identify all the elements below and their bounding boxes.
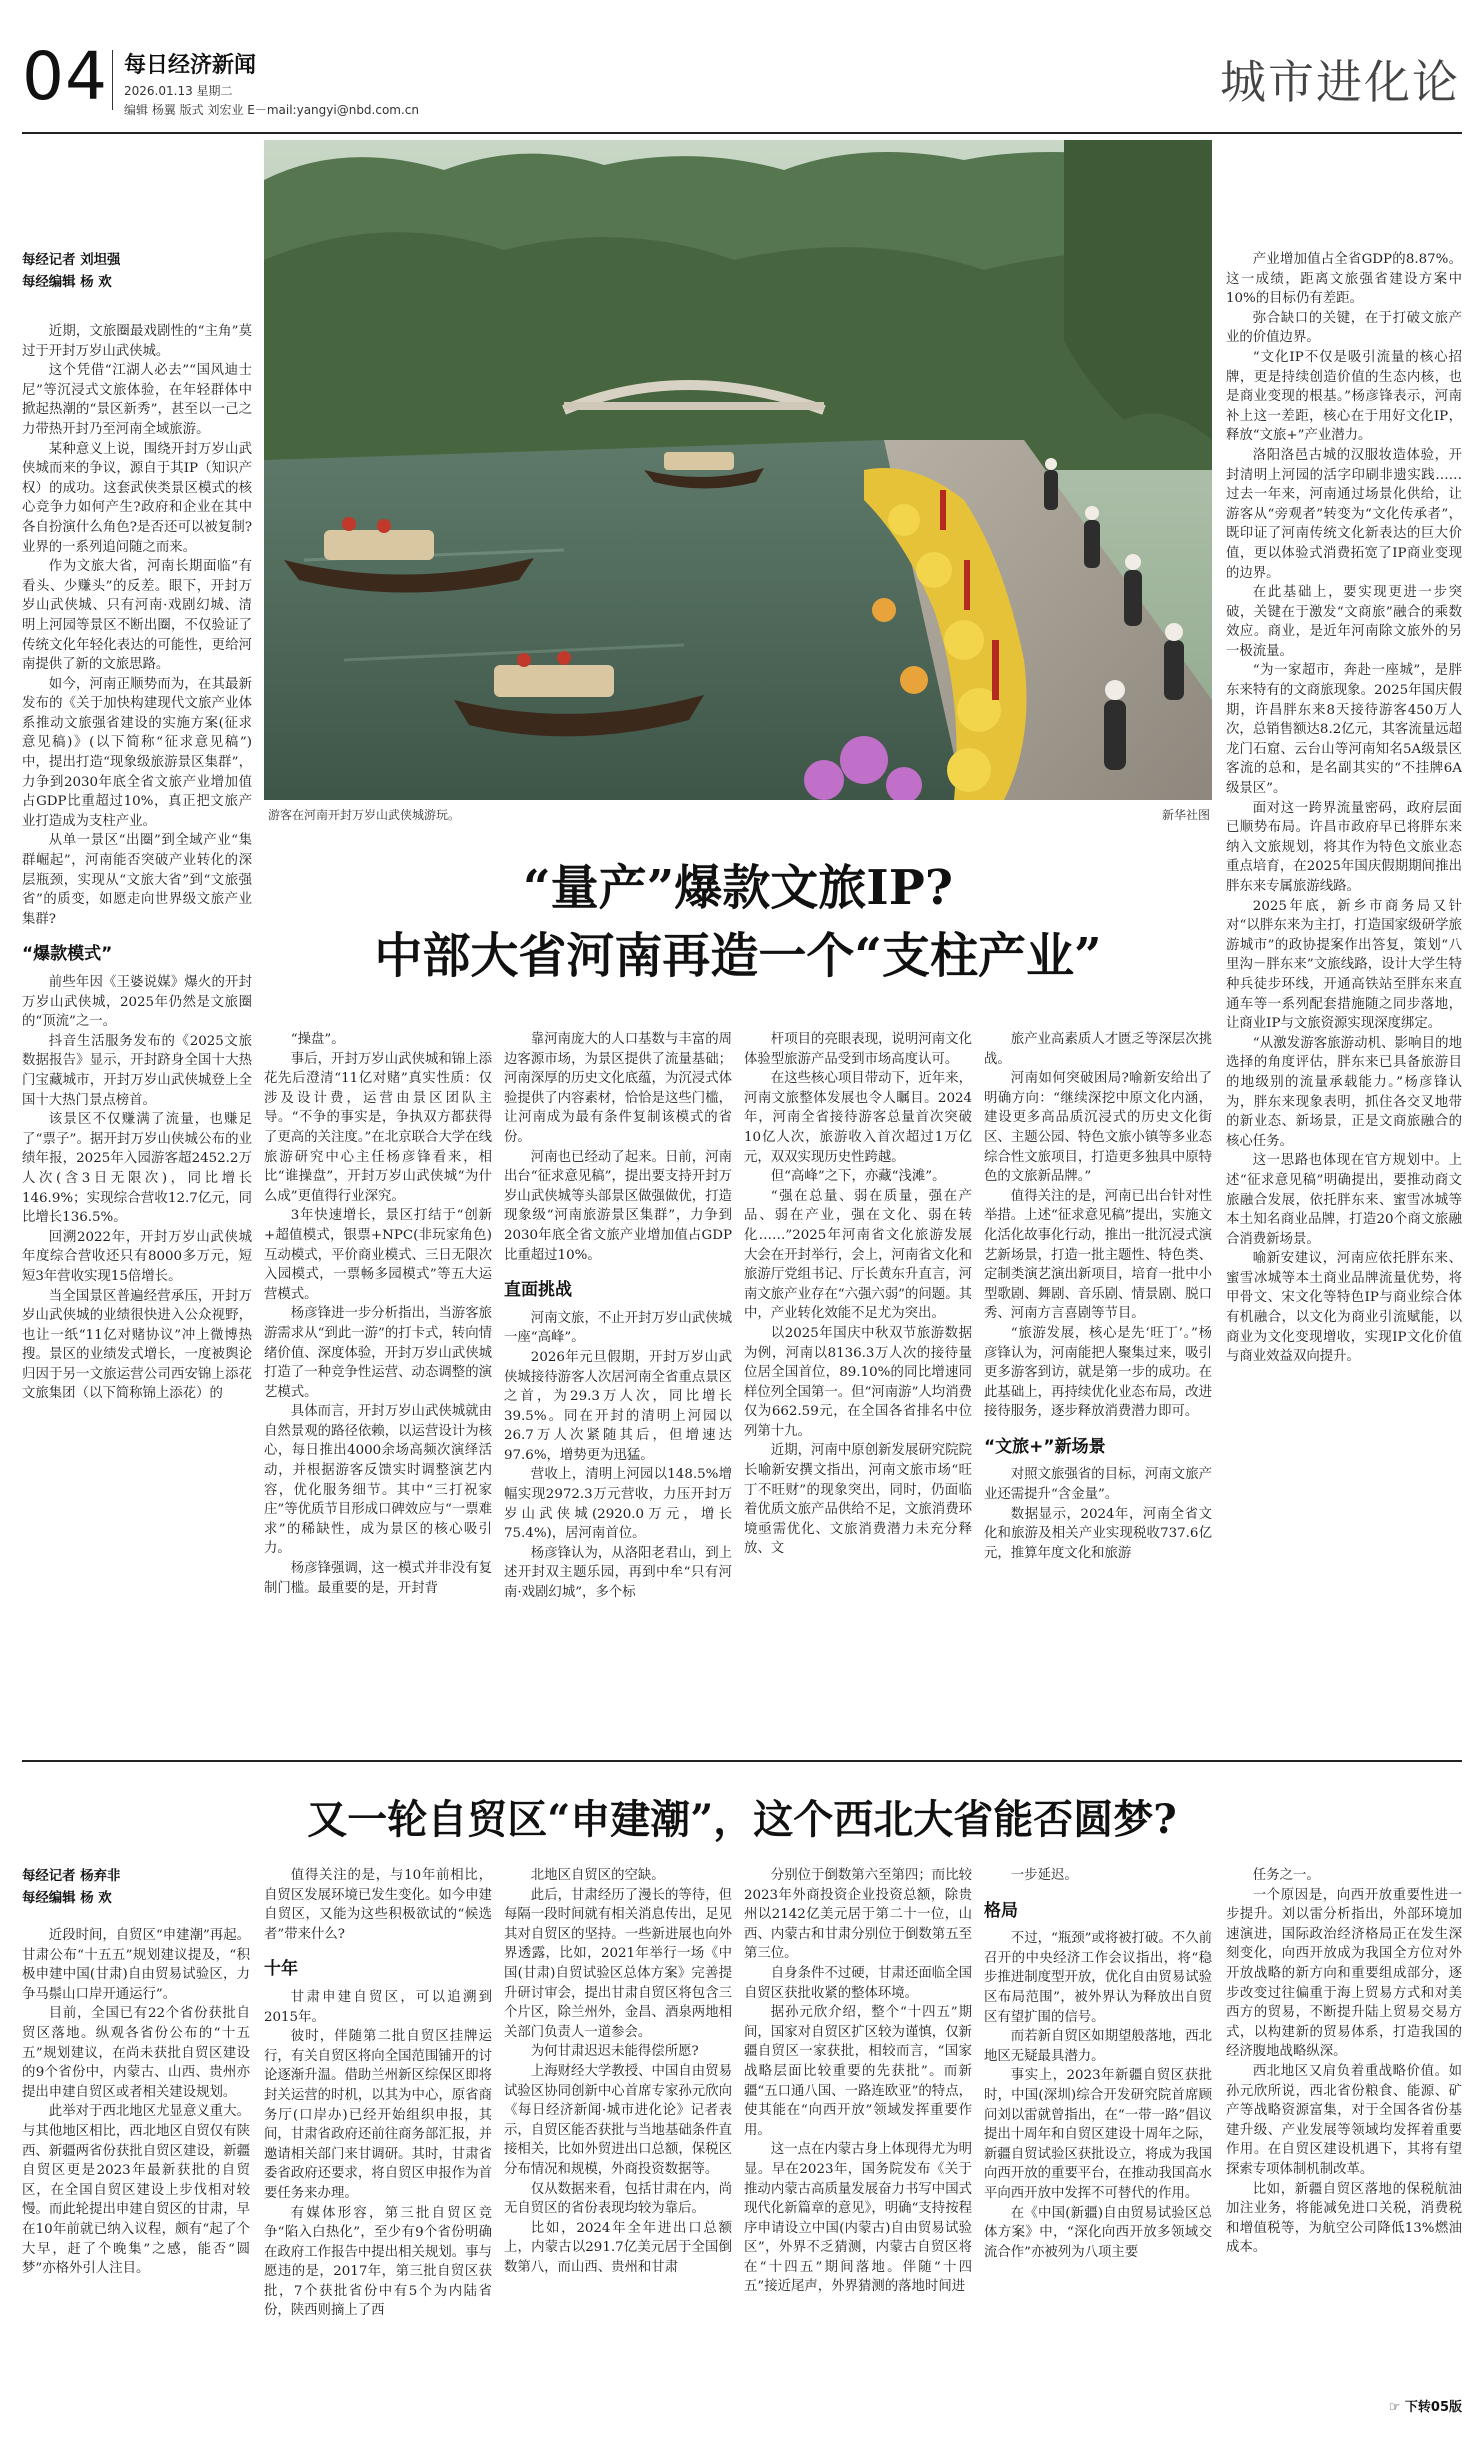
paragraph: 抖音生活服务发布的《2025文旅数据报告》显示，开封跻身全国十大热门宝藏城市，开封万岁山武侠城登上全国十大热门景点榜首。 — [22, 1033, 252, 1108]
paragraph: 2026年元旦假期，开封万岁山武侠城接待游客人次居河南全省重点景区之首，为29.3万人次，同比增长39.5%。同在开封的清明上河园以26.7万人次紧随其后，但增速达97.6%，增势更为迅猛。 — [504, 1349, 732, 1463]
paragraph: 近期，河南中原创新发展研究院院长喻新安撰文指出，河南文旅市场“旺丁不旺财”的现象突出，同时，仍面临着优质文旅产品供给不足，文旅消费环境亟需优化、文旅消费潜力未充分释放、文 — [744, 1443, 972, 1557]
paragraph: 为何甘肃迟迟未能得偿所愿? — [530, 2044, 699, 2060]
paragraph: 一个原因是，向西开放重要性进一步提升。刘以雷分析指出，外部环境加速演进，国际政治经济格局正在发生深刻变化，向西开放成为我国全方位对外开放战略的新方向和重要组成部分，逐步改变过往偏重于海上贸易方式和对美西方的贸易，不断提升陆上贸易交易方式，以构建新的贸易体系，打造我国的经济腹地战略纵深。 — [1226, 1887, 1462, 2060]
s2c5b-text — [984, 1929, 1212, 2262]
paragraph: 比如，2024年全年进出口总额上，内蒙古以291.7亿美元居于全国倒数第八，而山西、贵州和甘肃 — [504, 2220, 732, 2275]
paragraph: 当全国景区普遍经营承压，开封万岁山武侠城的业绩很快进入公众视野，也让一纸“11亿对赌协议”冲上微博热搜。景区的业绩发式增长，一度被舆论归因于另一文旅运营公司西安锦上添花文旅集团（以下简称锦上添花）的 — [22, 1288, 252, 1402]
paragraph: 在此基础上，要实现更进一步突破，关键在于激发“文商旅”融合的乘数效应。商业，是近年河南除文旅外的另一极流量。 — [1226, 585, 1462, 659]
story1-subhead-2: 直面挑战 — [504, 1280, 572, 1301]
story2-byline-reporter: 每经记者 杨弃非 — [22, 1869, 121, 1884]
paragraph: 分别位于倒数第六至第四；而比较2023年外商投资企业投资总额，除贵州以2142亿美元居于第二十一位，山西、内蒙古和甘肃分别位于倒数第五至第三位。 — [744, 1868, 972, 1962]
paragraph: 杆项目的亮眼表现，说明河南文化体验型旅游产品受到市场高度认可。 — [744, 1032, 972, 1067]
paragraph: 具体而言，开封万岁山武侠城就由自然景观的路径依赖，以运营设计为核心，每日推出4000余场高频次演绎活动，并根据游客反馈实时调整演艺内容，优化服务细节。其中“三打祝家庄”等优质节目形成口碑效应与“一票难求”的稀缺性，成为景区的核心吸引力。 — [264, 1404, 492, 1557]
story2-subhead-1: 十年 — [264, 1959, 298, 1980]
story2-column-4 — [744, 1866, 972, 2411]
paragraph: 值得关注的是，与10年前相比，自贸区发展环境已发生变化。如今申建自贸区，又能为这些积极欲试的“候选者”带来什么? — [264, 1868, 492, 1942]
s2c1-text — [22, 1926, 250, 2279]
paragraph: 目前，全国已有22个省份获批自贸区落地。纵观各省份公布的“十五五”规划建议，在尚未获批自贸区建设的9个省份中，内蒙古、山西、贵州亦提出申建自贸区或者相关建设规划。 — [22, 2006, 250, 2100]
paragraph: 如今，河南正顺势而为，在其最新发布的《关于加快构建现代文旅产业体系推动文旅强省建设的实施方案(征求意见稿)》(以下简称“征求意见稿”)中，提出打造“现象级旅游景区集群”，力争到2030年底全省文旅产业增加值占GDP比重超过10%，真正把文旅产业打造成为支柱产业。 — [22, 676, 252, 829]
story2-column-2 — [264, 1866, 492, 2411]
paragraph: “从激发游客旅游动机、影响目的地选择的角度评估，胖东来已具备旅游目的地级别的流量承载能力。”杨彦锋认为，胖东来现象表明，抓住各交叉地带的新业态、新场景，正是文商旅融合的核心任务。 — [1226, 1035, 1462, 1149]
paragraph: 杨彦锋强调，这一模式并非没有复制门槛。最重要的是，开封背 — [264, 1561, 492, 1596]
paragraph: 北地区自贸区的空缺。 — [530, 1868, 665, 1883]
paragraph: 自身条件不过硬，甘肃还面临全国自贸区获批收紧的整体环境。 — [744, 1965, 972, 2001]
s2c5-text — [984, 1866, 1212, 1886]
story2-column-3 — [504, 1866, 732, 2411]
story1-column-1 — [22, 322, 252, 1712]
story1-byline — [22, 250, 252, 294]
paragraph: “文化IP不仅是吸引流量的核心招牌，更是持续创造价值的生态内核，也是商业变现的根基。”杨彦锋表示，河南补上这一差距，核心在于用好文化IP，释放“文旅+”产业潜力。 — [1226, 349, 1462, 444]
paragraph: 河南文旅，不止开封万岁山武侠城一座“高峰”。 — [504, 1310, 732, 1346]
story1-column-6 — [1226, 250, 1462, 1730]
paragraph: 产业增加值占全省GDP的8.87%。这一成绩，距离文旅强省建设方案中10%的目标仍有差距。 — [1226, 252, 1462, 307]
paragraph: 以2025年国庆中秋双节旅游数据为例，河南以8136.3万人次的接待量位居全国首位，89.10%的同比增速同样位列全国第一。但“河南游”人均消费仅为662.59元，在全国各省排名中位列第十九。 — [744, 1325, 972, 1439]
paragraph: 前些年因《王婆说媒》爆火的开封万岁山武侠城，2025年仍然是文旅圈的“顶流”之一。 — [22, 975, 252, 1030]
s1c4-text — [744, 1030, 972, 1559]
paragraph: 但“高峰”之下，亦藏“浅滩”。 — [770, 1169, 946, 1185]
paragraph: 靠河南庞大的人口基数与丰富的周边客源市场，为景区提供了流量基础；河南深厚的历史文化底蕴，为沉浸式体验提供了内容素材，恰恰是这些门槛，让河南成为最有条件复制该模式的省份。 — [504, 1032, 732, 1145]
s2c2b-text — [264, 1988, 492, 2321]
paragraph: 事实上，2023年新疆自贸区获批时，中国(深圳)综合开发研究院首席顾问刘以雷就曾指出，在“一带一路”倡议提出十周年和自贸区建设十周年之际，新疆自贸试验区获批设立，将成为我国向西开放的重要平台，在推动我国高水平向西开放中发挥不可替代的作用。 — [984, 2068, 1212, 2201]
paragraph: 3年快速增长，景区打结于“创新+超值模式，银票+NPC(非玩家角色)互动模式，平价商业模式、三日无限次入园模式，一票畅多园模式”等五大运营模式。 — [264, 1208, 492, 1302]
paragraph: 值得关注的是，河南已出台针对性举措。上述“征求意见稿”提出，实施文化活化故事化行动，推出一批沉浸式演艺新场景，打造一批主题性、特色类、定制类演艺演出新项目，培育一批中小型歌剧、舞剧、音乐剧、情景剧、脱口秀、河南方言喜剧等节目。 — [984, 1188, 1212, 1322]
paragraph: 甘肃申建自贸区，可以追溯到2015年。 — [264, 1989, 492, 2025]
story2-column-1 — [22, 1926, 250, 2411]
paragraph: 在这些核心项目带动下，近年来，河南文旅整体发展也令人瞩目。2024年，河南全省接待游客总量首次突破10亿人次，旅游收入首次超过1万亿元，双双实现历史性跨越。 — [744, 1071, 972, 1165]
paragraph: 在《中国(新疆)自由贸易试验区总体方案》中，“深化向西开放多领域交流合作”亦被列为八项主要 — [984, 2205, 1212, 2260]
paragraph: 营收上，清明上河园以148.5%增幅实现2972.3万元营收，力压开封万岁山武侠城(2920.0万元，增长75.4%)，居河南首位。 — [504, 1467, 732, 1542]
s2c2-text — [264, 1866, 492, 1944]
paragraph: 有媒体形容，第三批自贸区竞争“陷入白热化”，至少有9个省份明确在政府工作报告中提出相关规划。事与愿违的是，2017年，第三批自贸区获批，7个获批省份中有5个为内陆省份，陕西则摘上了西 — [264, 2205, 492, 2319]
paragraph: 上海财经大学教授、中国自由贸易试验区协同创新中心首席专家孙元欣向《每日经济新闻·城市进化论》记者表示，自贸区能否获批与当地基础条件直接相关，比如外贸进出口总额，保税区分布情况和规模，外商投资数据等。 — [504, 2063, 732, 2177]
paragraph: 仅从数据来看，包括甘肃在内，尚无自贸区的省份表现均较为靠后。 — [504, 2181, 732, 2217]
editors-line: 编辑 杨翼 版式 刘宏业 E－mail:yangyi@nbd.com.cn — [124, 103, 420, 117]
story1-column-5 — [984, 1030, 1212, 1730]
story1-byline-editor: 每经编辑 杨 欢 — [22, 275, 112, 290]
story1-column-3 — [504, 1030, 732, 1730]
s1c3-text — [504, 1030, 732, 1265]
paragraph: 西北地区又肩负着重战略价值。如孙元欣所说，西北省份粮食、能源、矿产等战略资源富集，对于全国各省份基建升级、产业发展等领域均发挥着重要作用。在自贸区建设机遇下，其将有望探索专项体制机制改革。 — [1226, 2063, 1462, 2177]
story1-column-2 — [264, 1030, 492, 1730]
paragraph: 事后，开封万岁山武侠城和锦上添花先后澄清“11亿对赌”真实性质：仅涉及设计费，运营由景区团队主导。“不争的事实是，争执双方都获得了更高的关注度。”在北京联合大学在线旅游研究中心主任杨彦锋看来，相比“谁操盘”，开封万岁山武侠城“为什么成”更值得行业深究。 — [264, 1051, 492, 1204]
paragraph: 河南也已经动了起来。日前，河南出台“征求意见稿”，提出要支持开封万岁山武侠城等头部景区做强做优，打造现象级“河南旅游景区集群”，力争到2030年底全省文旅产业增加值占GDP比重超过10%。 — [504, 1149, 732, 1263]
paragraph: 不过，“瓶颈”或将被打破。不久前召开的中央经济工作会议指出，将“稳步推进制度型开放，优化自由贸易试验区布局范围”，被外界认为释放出自贸区有望扩围的信号。 — [984, 1931, 1212, 2025]
paragraph: 河南如何突破困局?喻新安给出了明确方向：“继续深挖中原文化内涵，建设更多高品质沉浸式的历史文化街区、主题公园、特色文旅小镇等多业态综合性文旅项目，打造更多独具中原特色的文旅新品牌。” — [984, 1071, 1212, 1185]
photo-credit: 新华社图 — [1161, 808, 1210, 822]
paragraph: 作为文旅大省，河南长期面临“有看头、少赚头”的反差。眼下，开封万岁山武侠城、只有河南·戏剧幻城、清明上河园等景区不断出圈，不仅验证了传统文化年轻化表达的可能性，更给河南提供了新的文旅思路。 — [22, 559, 252, 673]
story-divider — [22, 1760, 1462, 1762]
paragraph: 回溯2022年，开封万岁山武侠城年度综合营收还只有8000多万元，短短3年营收实现15倍增长。 — [22, 1229, 252, 1284]
s1c3b-text — [504, 1309, 732, 1603]
paragraph: 某种意义上说，围绕开封万岁山武侠城而来的争议，源自于其IP（知识产权）的成功。这套武侠类景区模式的核心竞争力如何产生?政府和企业在其中各自扮演什么角色?是否还可以被复制?业界的一系列追问随之而来。 — [22, 441, 252, 555]
s1c1-text — [22, 322, 252, 929]
s1c2-text — [264, 1030, 492, 1598]
story1-headline-line1: “量产”爆款文旅IP? — [523, 860, 953, 916]
photo-scene — [264, 140, 1212, 800]
paragraph: 对照文旅强省的目标，河南文旅产业还需提升“含金量”。 — [984, 1467, 1212, 1503]
story2-subhead-2: 格局 — [984, 1900, 1018, 1921]
pointing-hand-icon: ☞ — [1388, 2400, 1405, 2415]
paragraph: 一步延迟。 — [1010, 1868, 1078, 1883]
masthead-rule — [22, 132, 1462, 134]
paragraph: 据孙元欣介绍，整个“十四五”期间，国家对自贸区扩区较为谨慎，仅新疆自贸区一家获批，相较而言，“国家战略层面比较重要的先获批”。而新疆“五口通八国、一路连欧亚”的特点，使其能在“向西开放”领域发挥重要作用。 — [744, 2005, 972, 2138]
story2-column-6 — [1226, 1866, 1462, 2391]
paragraph: 该景区不仅赚满了流量，也赚足了“票子”。据开封万岁山侠城公布的业绩年报，2025年入园游客超2452.2万人次(含3日无限次)，同比增长146.9%；实现综合营收12.7亿元，同比增长136.5%。 — [22, 1112, 252, 1226]
story2-byline-editor: 每经编辑 杨 欢 — [22, 1891, 112, 1906]
paragraph: 任务之一。 — [1252, 1868, 1320, 1883]
paragraph: 这一点在内蒙古身上体现得尤为明显。早在2023年，国务院发布《关于推动内蒙古高质量发展奋力书写中国式现代化新篇章的意见》，明确“支持按程序申请设立中国(内蒙古)自由贸易试验区”，外界不乏猜测，内蒙古自贸区将在“十四五”期间落地。伴随“十四五”接近尾声，外界猜测的落地时间进 — [744, 2142, 972, 2295]
paragraph: 此举对于西北地区尤显意义重大。与其他地区相比，西北地区自贸仅有陕西、新疆两省份获批自贸区建设，新疆自贸区更是2023年最新获批的自贸区，在全国自贸区建设上步伐相对较慢。而此轮提出申建自贸区的甘肃，早在10年前就已纳入议程，颇有“起了个大早，赶了个晚集”之感，能否“圆梦”亦格外引人注目。 — [22, 2104, 250, 2277]
story2-column-5 — [984, 1866, 1212, 2411]
continue-note[interactable] — [1320, 2396, 1462, 2415]
paragraph: 近段时间，自贸区“申建潮”再起。甘肃公布“十五五”规划建议提及，“积极申建中国(甘肃)自由贸易试验区，力争马鬃山口岸开通运行”。 — [22, 1928, 250, 2002]
story2-byline — [22, 1866, 252, 1910]
masthead-divider — [112, 50, 113, 110]
section-title: 城市进化论 — [1220, 55, 1460, 109]
s1c1b-text — [22, 973, 252, 1404]
paragraph: 数据显示，2024年，河南全省文化和旅游及相关产业实现税收737.6亿元，推算年度文化和旅游 — [984, 1506, 1212, 1561]
paragraph: 而若新自贸区如期望般落地，西北地区无疑最具潜力。 — [984, 2029, 1212, 2064]
paragraph: “为一家超市，奔赴一座城”，是胖东来特有的文商旅现象。2025年国庆假期，许昌胖东来8天接待游客450万人次，总销售额达8.2亿元，其客流量远超龙门石窟、云台山等河南知名5A级景区客流的总和，是名副其实的“不挂牌6A级景区”。 — [1226, 663, 1462, 797]
paragraph: 这个凭借“江湖人必去”“国风迪士尼”等沉浸式文旅体验，在年轻群体中掀起热潮的“景区新秀”，甚至以一己之力带热开封乃至河南全域旅游。 — [22, 363, 252, 437]
s1c6-text — [1226, 250, 1462, 1367]
paragraph: 旅产业高素质人才匮乏等深层次挑战。 — [984, 1032, 1212, 1067]
paragraph: 杨彦锋进一步分析指出，当游客旅游需求从“到此一游”的打卡式，转向情绪价值、深度体验，开封万岁山武侠城打造了一种竞争性运营、动态调整的演艺模式。 — [264, 1306, 492, 1400]
story1-headline-line2: 中部大省河南再造一个“支柱产业” — [374, 928, 1102, 984]
continue-note-text: 下转05版 — [1404, 2400, 1462, 2415]
paragraph: 2025年底，新乡市商务局又针对“以胖东来为主打，打造国家级研学旅游城市”的政协提案作出答复，策划“八里沟－胖东来”文旅线路，设计大学生特种兵徒步环线，开通高铁站至胖东来直通车等一系列配套措施随之同步落地，让商业IP与文旅资源实现深度绑定。 — [1226, 898, 1462, 1032]
paragraph: 近期，文旅圈最戏剧性的“主角”莫过于开封万岁山武侠城。 — [22, 324, 252, 359]
page-number: 04 — [22, 38, 108, 115]
paragraph: 这一思路也体现在官方规划中。上述“征求意见稿”明确提出，要推动商文旅融合发展，依托胖东来、蜜雪冰城等本土知名商业品牌，打造20个商文旅融合消费新场景。 — [1226, 1153, 1462, 1247]
paragraph: “操盘”。 — [290, 1032, 345, 1047]
s2c6-text — [1226, 1866, 1462, 2258]
story1-photo — [264, 140, 1212, 800]
s1c5b-text — [984, 1465, 1212, 1563]
date-line: 2026.01.13 星期二 — [124, 84, 233, 98]
s1c5-text — [984, 1030, 1212, 1422]
paragraph: 喻新安建议，河南应依托胖东来、蜜雪冰城等本土商业品牌流量优势，将甲骨文、宋文化等特色IP与商业综合体有机融合，以文化为商业引流赋能，以商业为文化变现增收，实现IP文化价值与商业效益双向提升。 — [1226, 1251, 1462, 1365]
paragraph: 杨彦锋认为，从洛阳老君山，到上述开封双主题乐园，再到中牟“只有河南·戏剧幻城”，多个标 — [504, 1545, 732, 1601]
story1-byline-reporter: 每经记者 刘坦强 — [22, 253, 121, 268]
paragraph: 彼时，伴随第二批自贸区挂牌运行，有关自贸区将向全国范围铺开的讨论逐渐升温。借助兰州新区综保区即将封关运营的时机，以其为中心，原省商务厅(口岸办)已经开始组织申报，其间，甘肃省政府还前往商务部汇报，并邀请相关部门来甘调研。其时，甘肃省委省政府还要求，将自贸区申报作为首要任务来办理。 — [264, 2029, 492, 2201]
paragraph: 面对这一跨界流量密码，政府层面已顺势布局。许昌市政府早已将胖东来纳入文旅规划，将其作为特色文旅业态重点培育，在2025年国庆假期期间推出胖东来专属旅游线路。 — [1226, 800, 1462, 894]
photo-caption: 游客在河南开封万岁山武侠城游玩。 — [268, 808, 461, 822]
story1-subhead-1: “爆款模式” — [22, 944, 113, 965]
paragraph: 弥合缺口的关键，在于打破文旅产业的价值边界。 — [1226, 310, 1462, 346]
paragraph: 从单一景区“出圈”到全域产业“集群崛起”，河南能否突破产业转化的深层瓶颈，实现从“文旅大省”到“文旅强省”的质变，如愿走向世界级文旅产业集群? — [22, 833, 252, 927]
story1-subhead-3: “文旅+”新场景 — [984, 1436, 1106, 1457]
s2c3-text — [504, 1866, 732, 2277]
story1-column-4 — [744, 1030, 972, 1730]
paragraph: 洛阳洛邑古城的汉服妆造体验，开封清明上河园的活字印刷非遗实践……过去一年来，河南通过场景化供给，让游客从“旁观者”转变为“文化传承者”，既印证了河南传统文化新表达的巨大价值，更以体验式消费拓宽了IP商业变现的边界。 — [1226, 447, 1462, 581]
paragraph: “旅游发展，核心是先‘旺丁’。”杨彦锋认为，河南能把人聚集过来，吸引更多游客到访，就是第一步的成功。在此基础上，再持续优化业态布局，改进接待服务，逐步释放消费潜力即可。 — [984, 1325, 1212, 1420]
paper-name: 每日经济新闻 — [124, 53, 257, 78]
paragraph: “强在总量、弱在质量，强在产品、弱在产业，强在文化、弱在转化……”2025年河南省文化旅游发展大会在开封举行，会上，河南省文化和旅游厅党组书记、厅长黄东升直言，河南文旅产业存在“六强六弱”的问题。其中，产业转化效能不足尤为突出。 — [744, 1188, 972, 1322]
paragraph: 此后，甘肃经历了漫长的等待，但每隔一段时间就有相关消息传出，足见其对自贸区的坚持。一些新进展也向外界透露，比如，2021年举行一场《中国(甘肃)自贸试验区总体方案》完善提升研讨审会，提出甘肃自贸区将包含三个片区，除兰州外，金昌、酒泉两地相关部门负责人一道参会。 — [504, 1887, 732, 2040]
s2c4-text — [744, 1866, 972, 2297]
paragraph: 比如，新疆自贸区落地的保税航油加注业务，将能减免进口关税，消费税和增值税等，为航空公司降低13%燃油成本。 — [1226, 2181, 1462, 2256]
story2-headline: 又一轮自贸区“申建潮”，这个西北大省能否圆梦? — [307, 1796, 1177, 1843]
